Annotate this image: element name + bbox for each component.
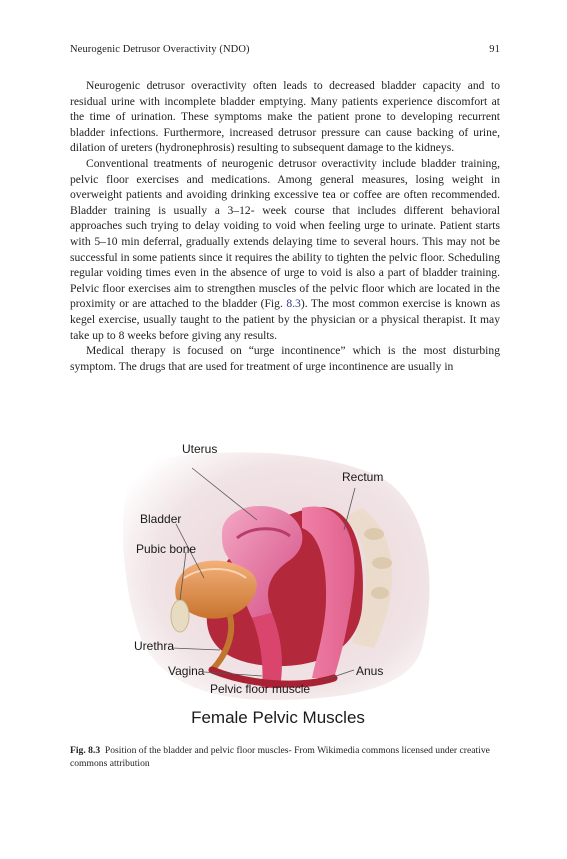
paragraph-3: Medical therapy is focused on “urge incontinence” which is the most disturbing symptom. The drugs that are used for treatment of urge incontinence are usually in xyxy=(70,344,500,373)
label-pelvic-floor-muscle: Pelvic floor muscle xyxy=(210,682,311,696)
label-anus: Anus xyxy=(356,664,384,678)
label-vagina: Vagina xyxy=(168,664,205,678)
body-text xyxy=(70,78,500,374)
caption-label: Fig. 8.3 xyxy=(70,745,101,756)
paragraph-1: Neurogenic detrusor overactivity often leads to decreased bladder capacity and to residual urine with incomplete bladder emptying. Many patients experience discomfort at the time of urination. These symptoms make the patient prone to developing recurrent bladder infections. Furthermore, increased detrusor pressure can cause backing of urine, dilation of ureters (hydronephrosis) resulting to subsequent damage to the kidneys. xyxy=(70,79,500,155)
figure-reference-link[interactable]: 8.3 xyxy=(286,297,301,311)
figure-title: Female Pelvic Muscles xyxy=(191,708,365,727)
label-pubic-bone: Pubic bone xyxy=(136,542,197,556)
running-head-title: Neurogenic Detrusor Overactivity (NDO) xyxy=(70,44,250,55)
label-bladder: Bladder xyxy=(140,512,182,526)
figure-caption xyxy=(70,744,500,770)
caption-text: Position of the bladder and pelvic floor muscles- From Wikimedia commons licensed under creative commons attribution xyxy=(70,745,490,769)
paragraph-2-text-a: Conventional treatments of neurogenic detrusor overactivity include bladder training, pelvic floor exercises and medications. Among general measures, losing weight in overweight patients and avoiding drinking excessive tea or coffee are often recommended. Bladder training is usually a 3–12- week course that includes different behavioral approaches such trying to delay voiding to void when feeling urge to urinate. Patient starts with 5–10 min deferral, gradually extends delaying time to several hours. This may not be successful in some patients since it requires the ability to tighten the pelvic floor. Scheduling regular voiding times even in the absence of urge to void is also a part of bladder training. Pelvic floor exercises aim to strengthen muscles of the pelvic floor which are located in the proximity or are attached to the bladder (Fig. xyxy=(70,156,500,311)
pelvic-anatomy-figure xyxy=(112,438,444,736)
label-urethra: Urethra xyxy=(134,639,175,653)
label-rectum: Rectum xyxy=(342,470,384,484)
label-uterus: Uterus xyxy=(182,442,218,456)
pubic-bone-shape xyxy=(171,600,189,632)
paragraph-2 xyxy=(70,156,500,343)
page-number: 91 xyxy=(489,44,500,55)
paragraph-2-text-b: ). The most common exercise is known as kegel exercise, usually taught to the patient by the physician or a physical therapist. It may take up to 8 weeks before giving any results. xyxy=(70,297,500,342)
